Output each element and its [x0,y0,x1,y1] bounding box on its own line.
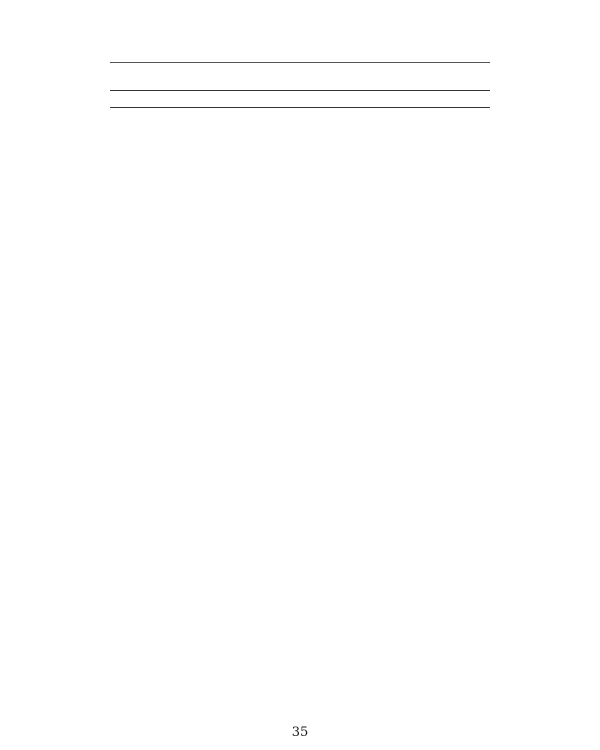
header-rule [110,62,490,63]
body-text [110,72,490,126]
callout-box [110,90,490,108]
page-number: 35 [291,725,309,740]
